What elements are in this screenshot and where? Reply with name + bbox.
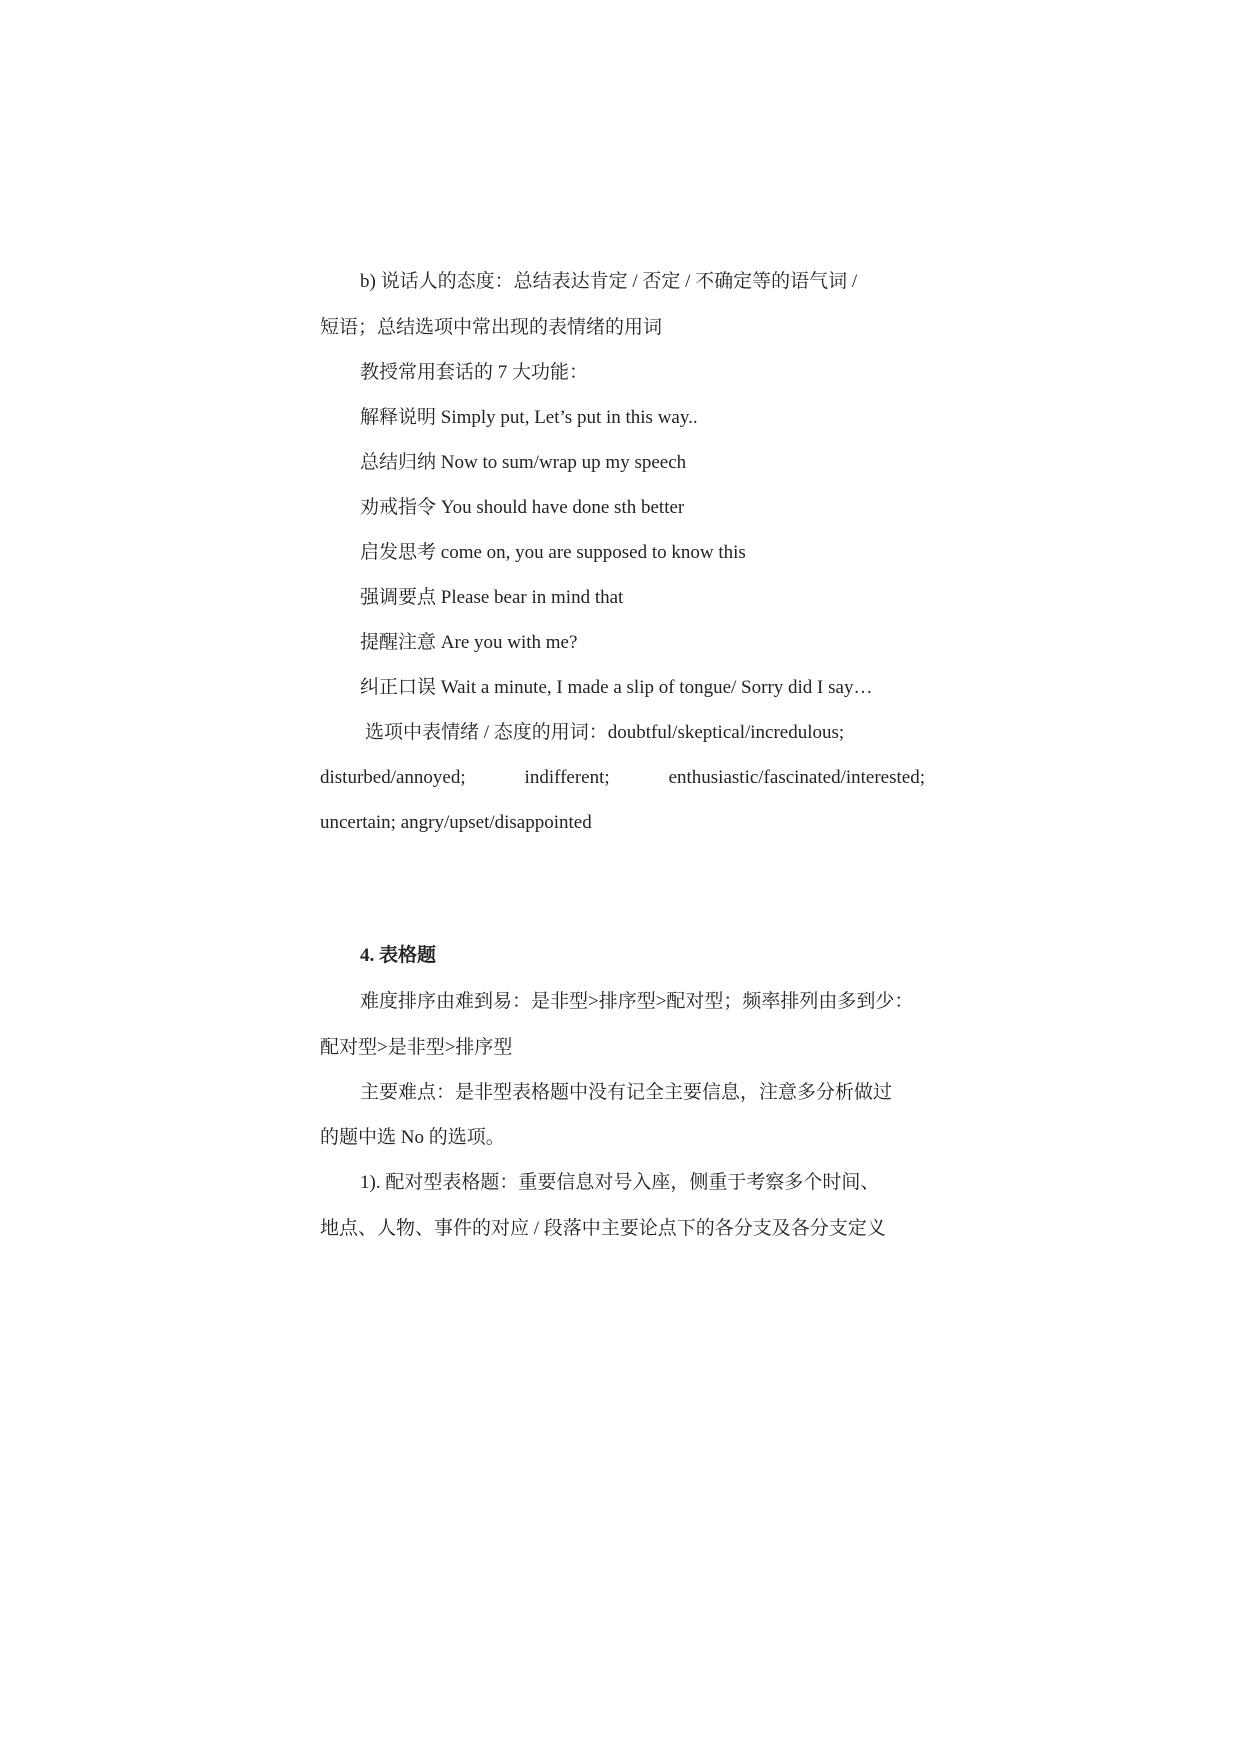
emotion-words-line-1: 选项中表情绪 / 态度的用词：doubtful/skeptical/incredulous;	[365, 722, 845, 743]
function-term: 劝戒指令	[360, 497, 437, 518]
section-4-p1-line-2: 配对型>是非型>排序型	[320, 1037, 513, 1058]
function-item	[360, 451, 965, 475]
emotion-word-group: enthusiastic/fascinated/interested;	[668, 767, 925, 788]
function-item	[360, 631, 965, 655]
function-term: 解释说明	[360, 407, 437, 428]
emotion-words-line-3: uncertain; angry/upset/disappointed	[320, 812, 592, 833]
section-b-line-1: b) 说话人的态度：总结表达肯定 / 否定 / 不确定等的语气词 /	[360, 271, 858, 292]
function-term: 强调要点	[360, 587, 437, 608]
function-phrase: Wait a minute, I made a slip of tongue/ Sorry did I say…	[440, 677, 873, 698]
section-4-heading: 4. 表格题	[360, 945, 437, 966]
function-phrase: Simply put, Let’s put in this way..	[440, 407, 698, 428]
function-item	[360, 676, 965, 700]
section-4-p3-line-2: 地点、人物、事件的对应 / 段落中主要论点下的各分支及各分支定义	[320, 1218, 886, 1239]
function-phrase: Now to sum/wrap up my speech	[440, 452, 687, 473]
function-item	[360, 496, 965, 520]
emotion-word-group: disturbed/annoyed;	[320, 767, 466, 788]
function-phrase: You should have done sth better	[440, 497, 685, 518]
function-item	[360, 406, 965, 430]
function-term: 总结归纳	[360, 452, 437, 473]
function-term: 纠正口误	[360, 677, 437, 698]
section-4-p2-line-2: 的题中选 No 的选项。	[320, 1127, 505, 1148]
function-term: 启发思考	[360, 542, 437, 563]
functions-intro: 教授常用套话的 7 大功能：	[360, 362, 589, 383]
section-4-p2-line-1: 主要难点：是非型表格题中没有记全主要信息，注意多分析做过	[360, 1082, 893, 1103]
emotion-words-line-2	[320, 766, 925, 790]
section-b-line-2: 短语；总结选项中常出现的表情绪的用词	[320, 317, 663, 338]
function-item	[360, 541, 965, 565]
function-term: 提醒注意	[360, 632, 437, 653]
section-4-p1-line-1: 难度排序由难到易：是非型>排序型>配对型；频率排列由多到少：	[360, 991, 914, 1012]
function-item	[360, 586, 965, 610]
function-phrase: Are you with me?	[440, 632, 578, 653]
function-phrase: Please bear in mind that	[440, 587, 624, 608]
emotion-word-group: indifferent;	[524, 767, 610, 788]
function-phrase: come on, you are supposed to know this	[440, 542, 746, 563]
section-4-p3-line-1: 1). 配对型表格题：重要信息对号入座，侧重于考察多个时间、	[360, 1172, 880, 1193]
